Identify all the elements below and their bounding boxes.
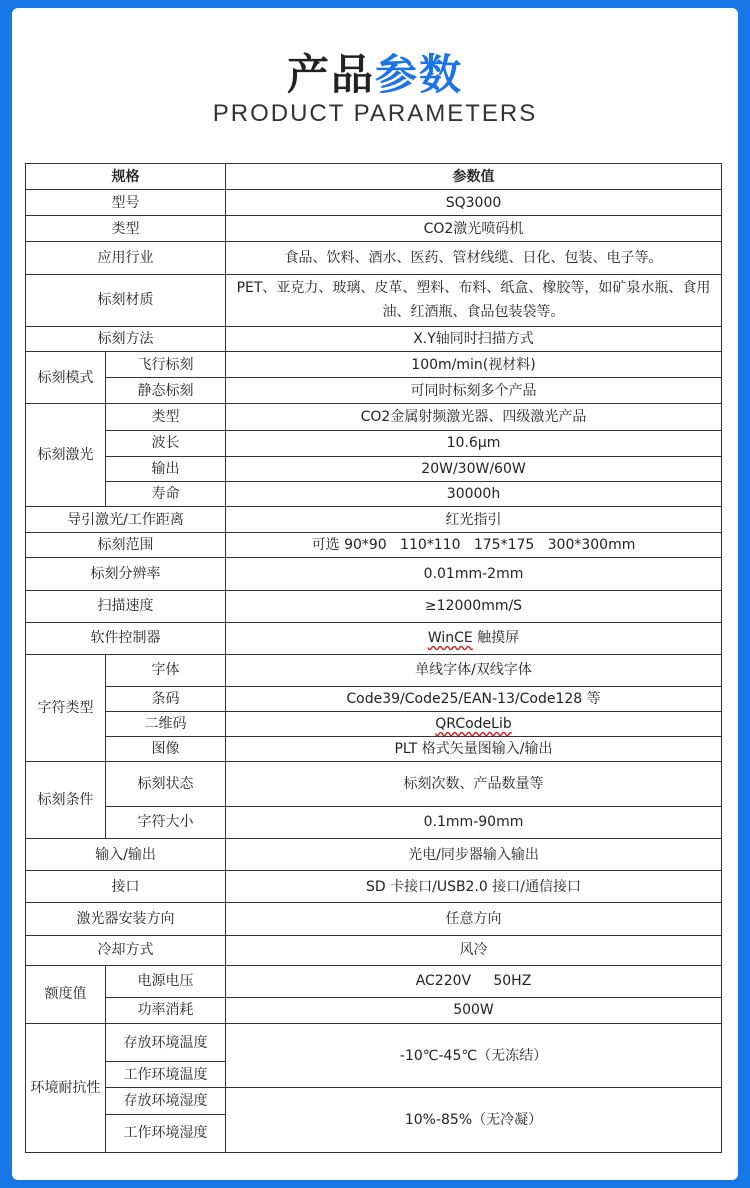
row-value: SD 卡接口/USB2.0 接口/通信接口 [226, 871, 722, 903]
row-value: 可选 90*90 110*110 175*175 300*300mm [226, 533, 722, 558]
row-value: 0.01mm-2mm [226, 558, 722, 590]
table-row [26, 558, 722, 590]
row-value: 光电/同步器输入输出 [226, 838, 722, 870]
qr-lib: QRCodeLib [435, 716, 512, 733]
row-label: 电源电压 [106, 965, 226, 997]
table-row [26, 456, 722, 481]
table-row [26, 481, 722, 506]
row-label: 存放环境湿度 [106, 1088, 226, 1114]
parameters-table [25, 163, 722, 1153]
row-label: 冷却方式 [26, 935, 226, 965]
group-label: 标刻条件 [26, 762, 106, 838]
row-value: 食品、饮料、酒水、医药、管材线缆、日化、包装、电子等。 [226, 242, 722, 274]
row-value: 10.6μm [226, 430, 722, 456]
table-row [26, 737, 722, 762]
page-subtitle: PRODUCT PARAMETERS [212, 100, 538, 127]
row-value: SQ3000 [226, 190, 722, 216]
table-row [26, 871, 722, 903]
row-label: 图像 [106, 737, 226, 762]
row-label: 软件控制器 [26, 622, 226, 654]
row-label: 二维码 [106, 712, 226, 737]
row-value [226, 712, 722, 737]
table-row [26, 274, 722, 326]
table-row [26, 1024, 722, 1062]
table-row [26, 533, 722, 558]
row-label: 寿命 [106, 481, 226, 506]
table-row [26, 590, 722, 622]
group-label: 环境耐抗性 [26, 1024, 106, 1153]
group-label: 标刻模式 [26, 352, 106, 404]
table-header-row [26, 164, 722, 190]
table-row [26, 507, 722, 533]
row-label: 导引激光/工作距离 [26, 507, 226, 533]
table-row [26, 190, 722, 216]
row-value: Code39/Code25/EAN-13/Code128 等 [226, 687, 722, 712]
row-label: 标刻方法 [26, 326, 226, 351]
row-value: -10℃-45℃（无冻结） [226, 1024, 722, 1088]
row-value: 0.1mm-90mm [226, 806, 722, 838]
row-label: 飞行标刻 [106, 352, 226, 378]
row-label: 接口 [26, 871, 226, 903]
row-label: 静态标刻 [106, 378, 226, 404]
table-row [26, 1088, 722, 1114]
row-label: 标刻分辨率 [26, 558, 226, 590]
title-accent: 参数 [375, 50, 464, 99]
row-label: 扫描速度 [26, 590, 226, 622]
table-row [26, 404, 722, 430]
row-label: 标刻范围 [26, 533, 226, 558]
row-value [226, 622, 722, 654]
row-label: 类型 [106, 404, 226, 430]
row-value: 单线字体/双线字体 [226, 654, 722, 686]
row-value: X.Y轴同时扫描方式 [226, 326, 722, 351]
table-row [26, 430, 722, 456]
row-label: 功率消耗 [106, 997, 226, 1023]
table-row [26, 762, 722, 806]
row-label: 型号 [26, 190, 226, 216]
table-row [26, 216, 722, 242]
row-value: CO2金属射频激光器、四级激光产品 [226, 404, 722, 430]
row-value: 风冷 [226, 935, 722, 965]
row-label: 存放环境温度 [106, 1024, 226, 1062]
row-label: 类型 [26, 216, 226, 242]
table-row [26, 965, 722, 997]
controller-screen: 触摸屏 [472, 630, 520, 647]
table-row [26, 326, 722, 351]
row-label: 条码 [106, 687, 226, 712]
row-value: CO2激光喷码机 [226, 216, 722, 242]
table-row [26, 378, 722, 404]
row-value: PLT 格式矢量图输入/输出 [226, 737, 722, 762]
table-row [26, 654, 722, 686]
page-title [0, 42, 750, 102]
group-label: 标刻激光 [26, 404, 106, 507]
row-label: 波长 [106, 430, 226, 456]
row-label: 输入/输出 [26, 838, 226, 870]
title-main: 产品 [286, 50, 375, 99]
row-label: 激光器安装方向 [26, 903, 226, 935]
row-value: 30000h [226, 481, 722, 506]
header-spec: 规格 [26, 164, 226, 190]
row-value: 100m/min(视材料) [226, 352, 722, 378]
table-row [26, 687, 722, 712]
row-value: PET、亚克力、玻璃、皮革、塑料、布料、纸盒、橡胶等，如矿泉水瓶、食用油、红酒瓶、食品包装袋等。 [226, 274, 722, 326]
group-label: 字符类型 [26, 654, 106, 762]
row-label: 字符大小 [106, 806, 226, 838]
table-row [26, 242, 722, 274]
row-value: AC220V 50HZ [226, 965, 722, 997]
table-row [26, 997, 722, 1023]
row-value: 500W [226, 997, 722, 1023]
row-label: 工作环境湿度 [106, 1114, 226, 1152]
row-label: 标刻材质 [26, 274, 226, 326]
row-value: 标刻次数、产品数量等 [226, 762, 722, 806]
row-value: 20W/30W/60W [226, 456, 722, 481]
row-value: 任意方向 [226, 903, 722, 935]
table-row [26, 935, 722, 965]
row-label: 工作环境温度 [106, 1062, 226, 1088]
row-label: 标刻状态 [106, 762, 226, 806]
row-value: 可同时标刻多个产品 [226, 378, 722, 404]
row-value: ≥12000mm/S [226, 590, 722, 622]
header-value: 参数值 [226, 164, 722, 190]
group-label: 额度值 [26, 965, 106, 1023]
row-label: 字体 [106, 654, 226, 686]
table-row [26, 622, 722, 654]
row-label: 输出 [106, 456, 226, 481]
controller-os: WinCE [427, 630, 473, 647]
row-value: 红光指引 [226, 507, 722, 533]
row-value: 10%-85%（无冷凝） [226, 1088, 722, 1153]
row-label: 应用行业 [26, 242, 226, 274]
table-row [26, 838, 722, 870]
table-row [26, 712, 722, 737]
table-row [26, 352, 722, 378]
table-row [26, 903, 722, 935]
table-row [26, 806, 722, 838]
